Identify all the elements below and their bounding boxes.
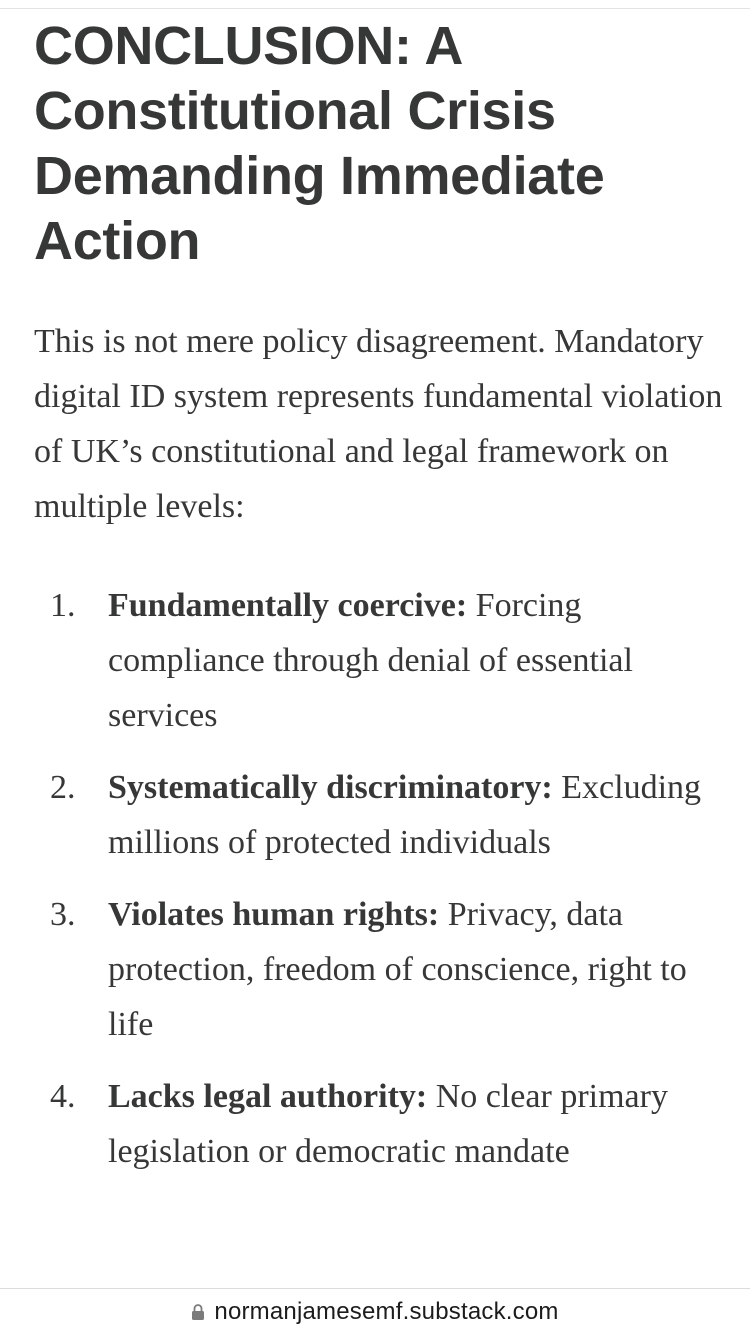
list-item-title: Violates human rights: [108, 896, 440, 933]
list-item-title: Fundamentally coercive: [108, 587, 468, 624]
section-heading: CONCLUSION: A Constitutional Crisis Demanding Immediate Action [34, 16, 605, 271]
list-item-number: 3. [50, 896, 76, 933]
url-text[interactable]: normanjamesemf.substack.com [214, 1298, 559, 1325]
list-item-text: Excluding millions of protected individuals [108, 769, 702, 861]
list-item-text: Forcing compliance through denial of essential services [108, 587, 633, 734]
list-item-number: 4. [50, 1078, 76, 1115]
list-item [34, 578, 734, 743]
browser-address-bar[interactable] [0, 1288, 750, 1335]
list-item [34, 887, 734, 1052]
list-item-text: No clear primary legislation or democratic mandate [108, 1078, 668, 1170]
top-divider [0, 8, 750, 9]
list-item-title: Lacks legal authority: [108, 1078, 428, 1115]
list-item-number: 2. [50, 769, 76, 806]
article-body [34, 14, 734, 1196]
list-item-title: Systematically discriminatory: [108, 769, 553, 806]
list-item-number: 1. [50, 587, 76, 624]
list-item [34, 1069, 734, 1179]
list-item [34, 760, 734, 870]
lock-icon [191, 1303, 205, 1321]
list-item-text: Privacy, data protection, freedom of conscience, right to life [108, 896, 687, 1043]
intro-paragraph: This is not mere policy disagreement. Mandatory digital ID system represents fundamental violation of UK’s constitutional and legal framework on multiple levels: [34, 323, 723, 525]
numbered-list [34, 578, 734, 1179]
